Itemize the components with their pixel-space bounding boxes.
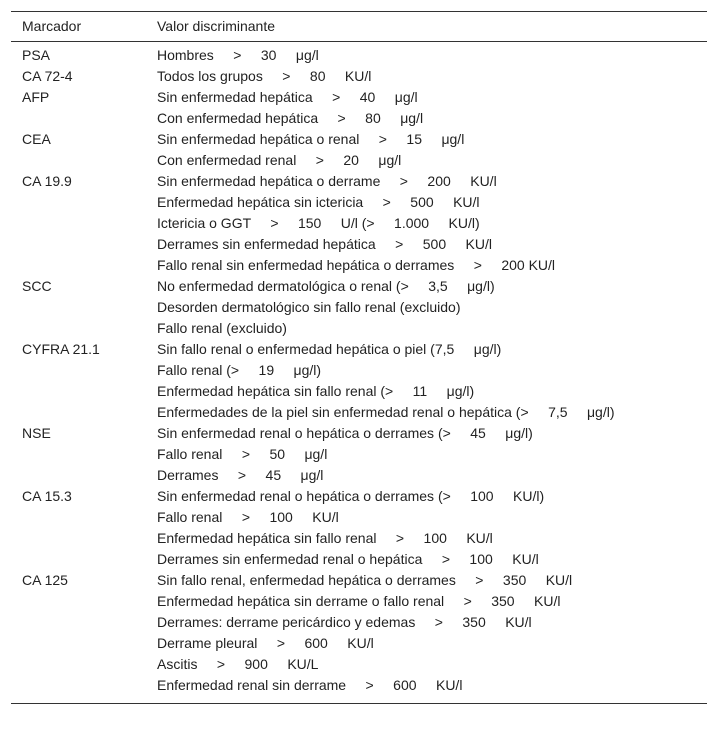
value-line: Con enfermedad hepática > 80 μg/l bbox=[157, 110, 424, 126]
value-line: Todos los grupos > 80 KU/l bbox=[157, 68, 372, 84]
table-row bbox=[11, 66, 707, 87]
table-row bbox=[11, 423, 707, 486]
value-line: Sin enfermedad hepática o renal > 15 μg/l bbox=[157, 131, 465, 147]
value-cell bbox=[157, 171, 707, 276]
value-line: Desorden dermatológico sin fallo renal (excluido) bbox=[157, 299, 461, 315]
marker-cell: CA 15.3 bbox=[22, 488, 72, 504]
value-line: Sin fallo renal, enfermedad hepática o derrames > 350 KU/l bbox=[157, 572, 573, 588]
header-marker: Marcador bbox=[11, 12, 157, 42]
value-line: Enfermedad hepática sin fallo renal (> 11 μg/l) bbox=[157, 383, 475, 399]
value-line: Fallo renal (> 19 μg/l) bbox=[157, 362, 322, 378]
value-cell bbox=[157, 87, 707, 129]
value-cell bbox=[157, 129, 707, 171]
table-row bbox=[11, 171, 707, 276]
value-line: No enfermedad dermatológica o renal (> 3,5 μg/l) bbox=[157, 278, 495, 294]
table-row bbox=[11, 87, 707, 129]
table-body bbox=[11, 42, 707, 704]
value-cell bbox=[157, 276, 707, 339]
value-line: Fallo renal > 50 μg/l bbox=[157, 446, 328, 462]
value-line: Hombres > 30 μg/l bbox=[157, 47, 319, 63]
header-row bbox=[11, 12, 707, 42]
marker-cell: CA 72-4 bbox=[22, 68, 73, 84]
marker-cell: CA 19.9 bbox=[22, 173, 72, 189]
value-line: Fallo renal > 100 KU/l bbox=[157, 509, 339, 525]
value-line: Enfermedad hepática sin fallo renal > 100 KU/l bbox=[157, 530, 493, 546]
marker-cell: AFP bbox=[22, 89, 50, 105]
table-row bbox=[11, 276, 707, 339]
value-line: Sin enfermedad hepática > 40 μg/l bbox=[157, 89, 418, 105]
value-line: Sin enfermedad renal o hepática o derrames (> 45 μg/l) bbox=[157, 425, 533, 441]
value-cell bbox=[157, 423, 707, 486]
value-line: Fallo renal (excluido) bbox=[157, 320, 287, 336]
value-line: Derrames sin enfermedad hepática > 500 KU/l bbox=[157, 236, 492, 252]
value-cell bbox=[157, 339, 707, 423]
marker-cell: CA 125 bbox=[11, 570, 157, 704]
table-row bbox=[11, 486, 707, 570]
value-cell bbox=[157, 42, 707, 67]
marker-cell: CYFRA 21.1 bbox=[22, 341, 100, 357]
marker-table bbox=[11, 11, 707, 704]
value-line: Derrames: derrame pericárdico y edemas > 350 KU/l bbox=[157, 614, 532, 630]
marker-cell: NSE bbox=[22, 425, 51, 441]
marker-cell: SCC bbox=[22, 278, 52, 294]
value-line: Enfermedades de la piel sin enfermedad renal o hepática (> 7,5 μg/l) bbox=[157, 404, 615, 420]
value-line: Derrame pleural > 600 KU/l bbox=[157, 635, 374, 651]
table-row bbox=[11, 42, 707, 67]
value-line: Sin enfermedad hepática o derrame > 200 KU/l bbox=[157, 173, 497, 189]
value-line: Enfermedad hepática sin ictericia > 500 KU/l bbox=[157, 194, 480, 210]
value-line: Fallo renal sin enfermedad hepática o derrames > 200 KU/l bbox=[157, 257, 556, 273]
value-line: Enfermedad renal sin derrame > 600 KU/l bbox=[157, 677, 463, 693]
value-line: Enfermedad hepática sin derrame o fallo renal > 350 KU/l bbox=[157, 593, 561, 609]
value-cell bbox=[157, 486, 707, 570]
value-line: Sin fallo renal o enfermedad hepática o piel (7,5 μg/l) bbox=[157, 341, 502, 357]
table-header bbox=[11, 12, 707, 42]
marker-table-container bbox=[11, 11, 707, 704]
value-line: Con enfermedad renal > 20 μg/l bbox=[157, 152, 402, 168]
marker-cell: PSA bbox=[22, 47, 51, 63]
value-line: Ascitis > 900 KU/L bbox=[157, 656, 319, 672]
table-row bbox=[11, 570, 707, 704]
table-row bbox=[11, 339, 707, 423]
value-cell bbox=[157, 570, 707, 704]
value-line: Ictericia o GGT > 150 U/l (> 1.000 KU/l) bbox=[157, 215, 480, 231]
value-line: Derrames sin enfermedad renal o hepática > 100 KU/l bbox=[157, 551, 539, 567]
value-line: Sin enfermedad renal o hepática o derrames (> 100 KU/l) bbox=[157, 488, 545, 504]
header-value: Valor discriminante bbox=[157, 12, 707, 42]
value-cell bbox=[157, 66, 707, 87]
marker-cell: CEA bbox=[22, 131, 51, 147]
table-row bbox=[11, 129, 707, 171]
value-line: Derrames > 45 μg/l bbox=[157, 467, 324, 483]
